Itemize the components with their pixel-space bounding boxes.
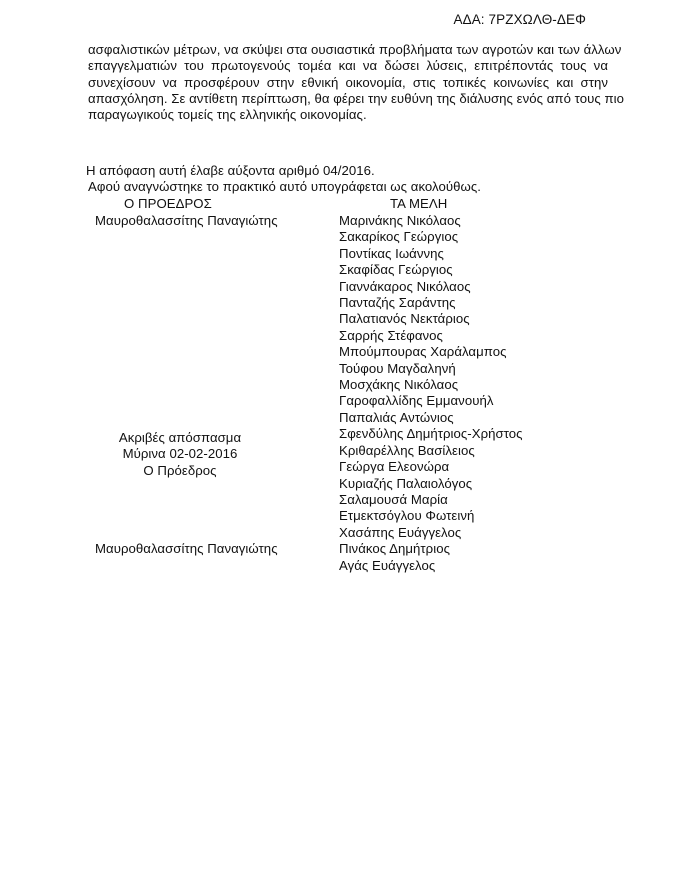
president-heading: Ο ΠΡΟΕΔΡΟΣ	[124, 196, 212, 211]
member-name: Κριθαρέλλης Βασίλειος	[339, 442, 475, 458]
member-name: Αγάς Ευάγγελος	[339, 557, 436, 573]
member-name: Πανταζής Σαράντης	[339, 295, 456, 311]
signing-statement-line: Αφού αναγνώστηκε το πρακτικό αυτό υπογράφεται ως ακολούθως.	[88, 178, 481, 194]
paragraph-line: παραγωγικούς τομείς της ελληνικής οικονομίας.	[88, 107, 367, 123]
excerpt-place-date: Μύρινα 02-02-2016	[122, 446, 238, 462]
member-name: Σκαφίδας Γεώργιος	[339, 262, 453, 278]
member-name: Παπαλιάς Αντώνιος	[339, 409, 454, 425]
member-name: Μοσχάκης Νικόλαος	[339, 377, 459, 393]
paragraph-line: απασχόληση. Σε αντίθετη περίπτωση, θα φέρει την ευθύνη της διάλυσης ενός από τους πιο	[88, 90, 625, 106]
member-name: Σακαρίκος Γεώργιος	[339, 229, 459, 245]
decision-statement	[86, 163, 481, 194]
body-paragraph	[88, 42, 625, 123]
excerpt-title: Ακριβές απόσπασμα	[118, 430, 242, 445]
members-list	[339, 213, 523, 574]
member-name: Τούφου Μαγδαληνή	[339, 360, 456, 376]
member-name: Χασάπης Ευάγγελος	[339, 524, 462, 540]
decision-number-line: Η απόφαση αυτή έλαβε αύξοντα αριθμό 04/2016.	[86, 163, 375, 178]
member-name: Σαρρής Στέφανος	[339, 327, 443, 343]
member-name: Μπούμπουρας Χαράλαμπος	[339, 344, 507, 360]
member-name: Σφενδύλης Δημήτριος-Χρήστος	[339, 426, 523, 442]
member-name: Μαρινάκης Νικόλαος	[339, 213, 461, 228]
paragraph-line: ασφαλιστικών μέτρων, να σκύψει στα ουσιαστικά προβλήματα των αγροτών και των άλλων	[88, 42, 622, 57]
paragraph-line: συνεχίσουν να προσφέρουν στην εθνική οικονομία, στις τοπικές κοινωνίες και στην	[88, 74, 608, 90]
signature-name: Μαυροθαλασσίτης Παναγιώτης	[95, 541, 278, 556]
member-name: Ετμεκτσόγλου Φωτεινή	[339, 508, 475, 524]
excerpt-signer-title: Ο Πρόεδρος	[143, 462, 217, 478]
paragraph-line: επαγγελματιών του πρωτογενούς τομέα και να δώσει λύσεις, επιτρέποντάς τους να	[88, 58, 608, 74]
members-heading: ΤΑ ΜΕΛΗ	[390, 196, 448, 211]
member-name: Κυριαζής Παλαιολόγος	[339, 475, 473, 491]
member-name: Παλατιανός Νεκτάριος	[339, 311, 470, 327]
member-name: Σαλαμουσά Μαρία	[339, 491, 448, 507]
member-name: Γεώργα Ελεονώρα	[339, 459, 450, 475]
certified-excerpt-block	[100, 430, 260, 479]
member-name: Πινάκος Δημήτριος	[339, 541, 450, 557]
member-name: Γαροφαλλίδης Εμμανουήλ	[339, 393, 494, 409]
member-name: Γιαννάκαρος Νικόλαος	[339, 278, 471, 294]
member-name: Ποντίκας Ιωάννης	[339, 245, 444, 261]
president-name: Μαυροθαλασσίτης Παναγιώτης	[95, 213, 278, 228]
ada-code: ΑΔΑ: 7ΡΖΧΩΛΘ-ΔΕΦ	[453, 12, 586, 27]
